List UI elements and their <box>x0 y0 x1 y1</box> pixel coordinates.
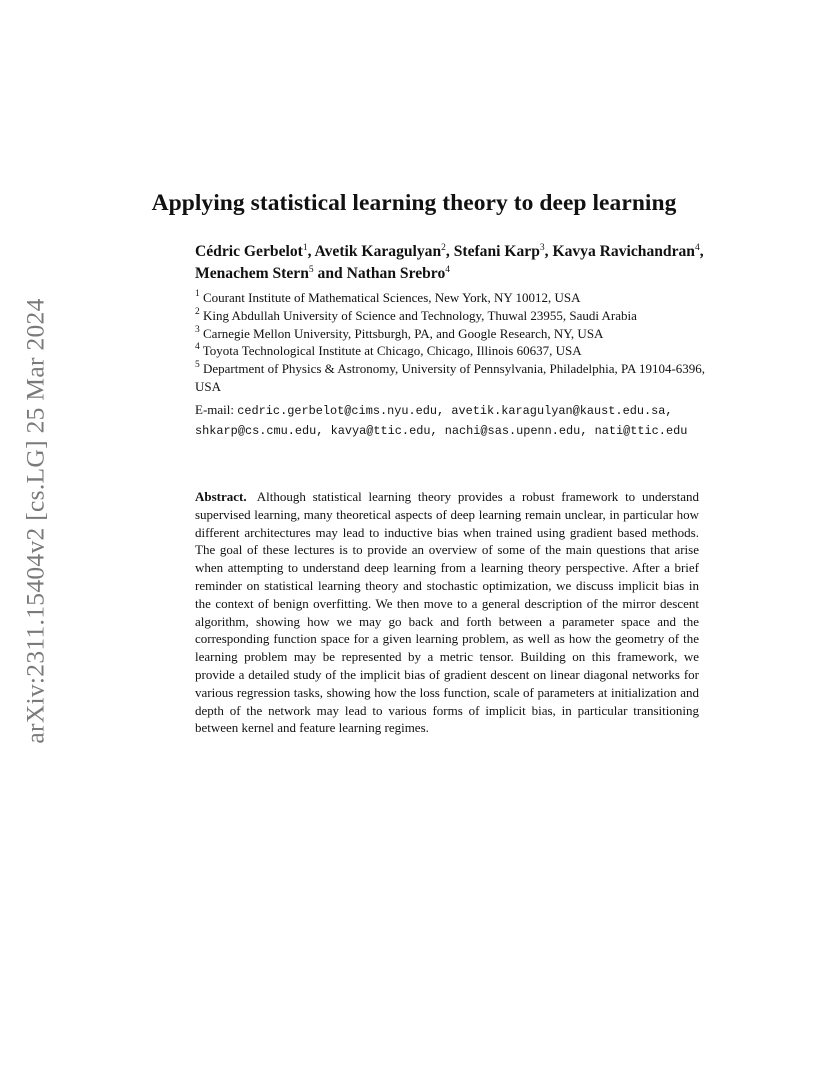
affiliation-item <box>195 289 715 307</box>
abstract-label: Abstract. <box>195 489 247 504</box>
affiliation-number: 3 <box>195 324 200 335</box>
affiliation-item <box>195 360 715 396</box>
affiliation-text: Department of Physics & Astronomy, University of Pennsylvania, Philadelphia, PA 19104-6396, USA <box>195 361 706 394</box>
author-separator: , <box>544 243 553 260</box>
author-separator: , <box>699 243 704 260</box>
author-name: Menachem Stern <box>195 264 309 282</box>
affiliation-item <box>195 307 715 325</box>
author-name: Kavya Ravichandran <box>552 243 695 260</box>
affiliation-number: 1 <box>195 289 200 299</box>
paper-title: Applying statistical learning theory to deep learning <box>151 190 677 216</box>
author-affiliation-mark: 4 <box>445 264 450 275</box>
author <box>347 265 450 282</box>
author-name: Nathan Srebro <box>346 264 446 282</box>
affiliation-text: Carnegie Mellon University, Pittsburgh, PA, and Google Research, NY, USA <box>203 325 604 341</box>
email-block <box>195 401 715 440</box>
affiliation-list <box>195 289 715 396</box>
email-label: E-mail: <box>195 402 234 417</box>
affiliation-number: 2 <box>195 306 200 317</box>
affiliation-number: 5 <box>195 360 200 371</box>
author-name: Cédric Gerbelot <box>195 243 303 260</box>
author <box>195 243 315 260</box>
author <box>315 243 454 260</box>
author <box>195 265 347 282</box>
affiliation-text: King Abdullah University of Science and Technology, Thuwal 23955, Saudi Arabia <box>203 307 637 323</box>
author-separator: , <box>307 243 315 260</box>
affiliation-text: Toyota Technological Institute at Chicago, Chicago, Illinois 60637, USA <box>202 343 582 359</box>
author-separator: and <box>313 264 347 282</box>
affiliation-item <box>195 342 715 360</box>
author <box>454 243 553 260</box>
author-name: Stefani Karp <box>453 243 540 260</box>
affiliation-text: Courant Institute of Mathematical Sciences, New York, NY 10012, USA <box>203 290 581 305</box>
email-addresses: cedric.gerbelot@cims.nyu.edu, avetik.karagulyan@kaust.edu.sa, shkarp@cs.cmu.edu, kavya@ttic.edu, nachi@sas.upenn.edu, nati@ttic.edu <box>195 404 688 438</box>
author-separator: , <box>445 243 454 260</box>
author-affiliation-mark: 3 <box>539 243 545 253</box>
arxiv-identifier-text: arXiv:2311.15404v2 [cs.LG] 25 Mar 2024 <box>21 298 50 744</box>
author-list <box>195 241 715 284</box>
author-affiliation-mark: 1 <box>302 243 308 253</box>
affiliation-number: 4 <box>195 342 200 353</box>
author-affiliation-mark: 5 <box>308 264 314 275</box>
abstract-text: Although statistical learning theory provides a robust framework to understand supervised learning, many theoretical aspects of deep learning remain unclear, in particular how different architectures may lead to inductive bias when trained using gradient based methods. The goal of these lectures is to provide an overview of some of the main questions that arise when attempting to understand deep learning from a learning theory perspective. After a brief reminder on statistical learning theory and stochastic optimization, we discuss implicit bias in the context of benign overfitting. We then move to a general description of the mirror descent algorithm, showing how we may go back and forth between a parameter space and the corresponding function space for a given learning problem, as well as how the geometry of the learning problem may be represented by a metric tensor. Building on this framework, we provide a detailed study of the implicit bias of gradient descent on linear diagonal networks for various regression tasks, showing how the loss function, scale of parameters at initialization and depth of the network may lead to various forms of implicit bias, in particular transitioning between kernel and feature learning regimes. <box>195 489 699 736</box>
author-name: Avetik Karagulyan <box>314 243 442 260</box>
author <box>552 243 703 260</box>
arxiv-identifier-stamp <box>18 282 54 760</box>
author-affiliation-mark: 2 <box>441 243 446 253</box>
abstract <box>195 488 699 737</box>
author-affiliation-mark: 4 <box>694 243 700 253</box>
affiliation-item <box>195 325 715 343</box>
